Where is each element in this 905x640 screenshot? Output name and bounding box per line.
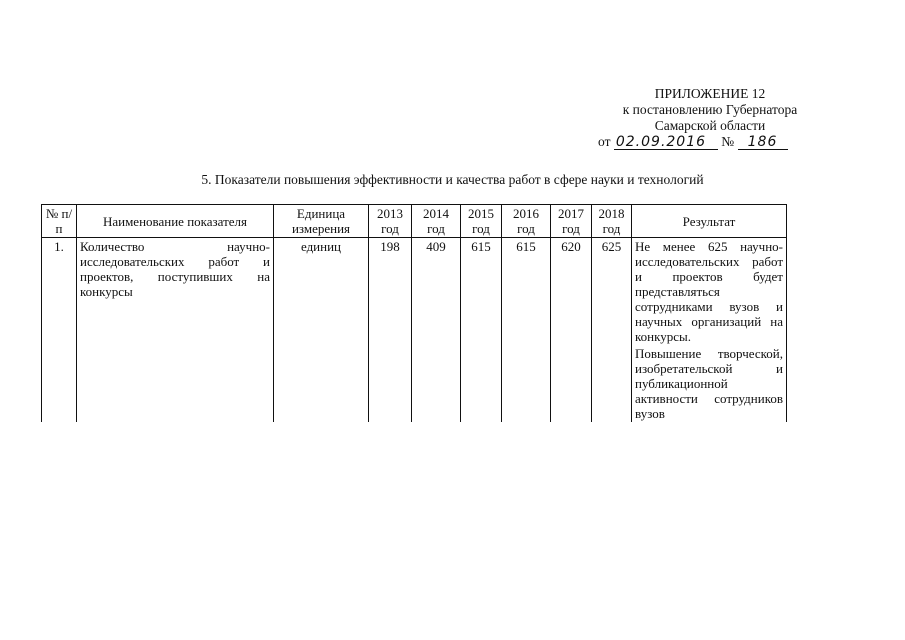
result-paragraph-1: Не менее 625 научно-исследовательских работ и проектов будет представляться сотрудниками вузов и научных организаций на конкурсы. bbox=[635, 239, 783, 344]
table-header-row bbox=[42, 205, 787, 238]
decree-date: 02.09.2016 bbox=[614, 135, 718, 150]
row-value-2016: 615 bbox=[502, 238, 551, 423]
decree-reference: к постановлению Губернатора bbox=[622, 102, 798, 117]
col-2015-header: 2015 год bbox=[461, 205, 502, 238]
region-name: Самарской области bbox=[654, 118, 766, 133]
table-row bbox=[42, 238, 787, 423]
number-label: № bbox=[721, 134, 735, 149]
col-2014-header: 2014 год bbox=[412, 205, 461, 238]
row-value-2017: 620 bbox=[551, 238, 592, 423]
appendix-header bbox=[560, 86, 860, 150]
decree-date-number bbox=[560, 134, 860, 150]
col-2016-header: 2016 год bbox=[502, 205, 551, 238]
col-2017-header: 2017 год bbox=[551, 205, 592, 238]
col-2018-header: 2018 год bbox=[592, 205, 632, 238]
col-result-header: Результат bbox=[632, 205, 787, 238]
col-name-header: Наименование показателя bbox=[77, 205, 274, 238]
row-num: 1. bbox=[42, 238, 77, 423]
appendix-title: ПРИЛОЖЕНИЕ 12 bbox=[654, 86, 766, 101]
decree-number: 186 bbox=[738, 135, 788, 150]
row-value-2014: 409 bbox=[412, 238, 461, 423]
row-value-2015: 615 bbox=[461, 238, 502, 423]
row-value-2013: 198 bbox=[369, 238, 412, 423]
section-title: 5. Показатели повышения эффективности и качества работ в сфере науки и технологий bbox=[201, 172, 704, 187]
row-result bbox=[632, 238, 787, 423]
from-label: от bbox=[598, 134, 611, 149]
row-unit: единиц bbox=[274, 238, 369, 423]
col-num-header: № п/п bbox=[42, 205, 77, 238]
result-paragraph-2: Повышение творческой, изобретательской и публикационной активности сотрудников вузов bbox=[635, 346, 783, 421]
row-value-2018: 625 bbox=[592, 238, 632, 423]
indicators-table bbox=[41, 204, 787, 422]
col-unit-header: Единица измерения bbox=[274, 205, 369, 238]
row-indicator-name: Количество научно-исследовательских работ и проектов, поступивших на конкурсы bbox=[77, 238, 274, 423]
col-2013-header: 2013 год bbox=[369, 205, 412, 238]
